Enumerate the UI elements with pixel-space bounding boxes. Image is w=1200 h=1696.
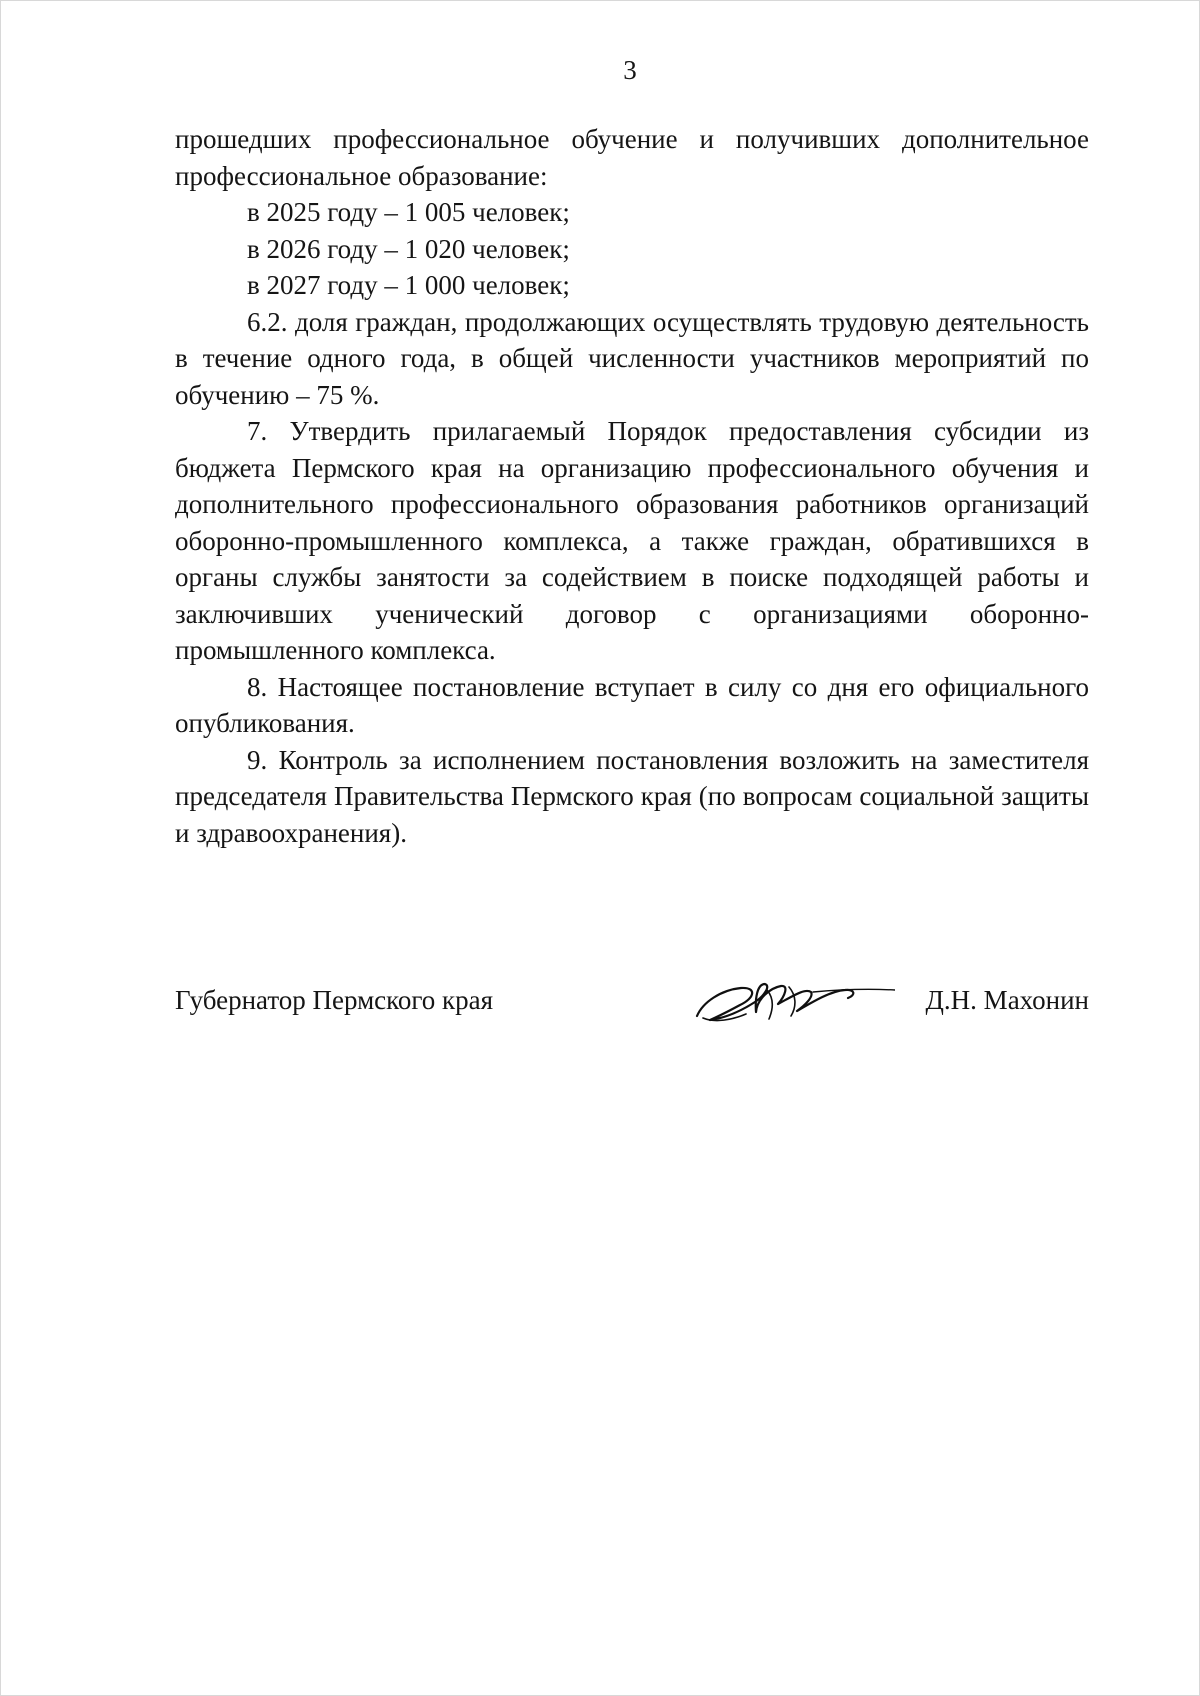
item-6-2-paragraph: 6.2. доля граждан, продолжающих осуществлять трудовую деятельность в течение одного года, в общей численности участников мероприятий по обучению – 75 %. xyxy=(175,306,1089,410)
item-7-paragraph: 7. Утвердить прилагаемый Порядок предоставления субсидии из бюджета Пермского края на организацию профессионального обучения и дополнительного профессионального образования работников организаций оборонно-промышленного комплекса, а также граждан, обратившихся в органы службы занятости за содействием в поиске подходящей работы и заключивших ученический договор с организациями оборонно-промышленного комплекса. xyxy=(175,416,1089,665)
item-8-paragraph: 8. Настоящее постановление вступает в силу со дня его официального опубликования. xyxy=(175,671,1089,738)
year-2027-line: в 2027 году – 1 000 человек; xyxy=(247,270,570,300)
signer-position: Губернатор Пермского края xyxy=(175,985,494,1015)
item-9-paragraph: 9. Контроль за исполнением постановления возложить на заместителя председателя Правительства Пермского края (по вопросам социальной защиты и здравоохранения). xyxy=(175,744,1089,848)
page-number: 3 xyxy=(623,55,637,85)
signer-name: Д.Н. Махонин xyxy=(925,985,1089,1015)
intro-line-1: прошедших профессиональное обучение и получивших дополнительное xyxy=(175,124,1089,154)
year-2025-line: в 2025 году – 1 005 человек; xyxy=(247,197,570,227)
document-body xyxy=(175,121,1089,851)
signature-block xyxy=(175,982,1089,1052)
intro-line-2: профессиональное образование: xyxy=(175,160,548,191)
year-2026-line: в 2026 году – 1 020 человек; xyxy=(247,233,570,264)
handwritten-signature xyxy=(685,968,895,1032)
